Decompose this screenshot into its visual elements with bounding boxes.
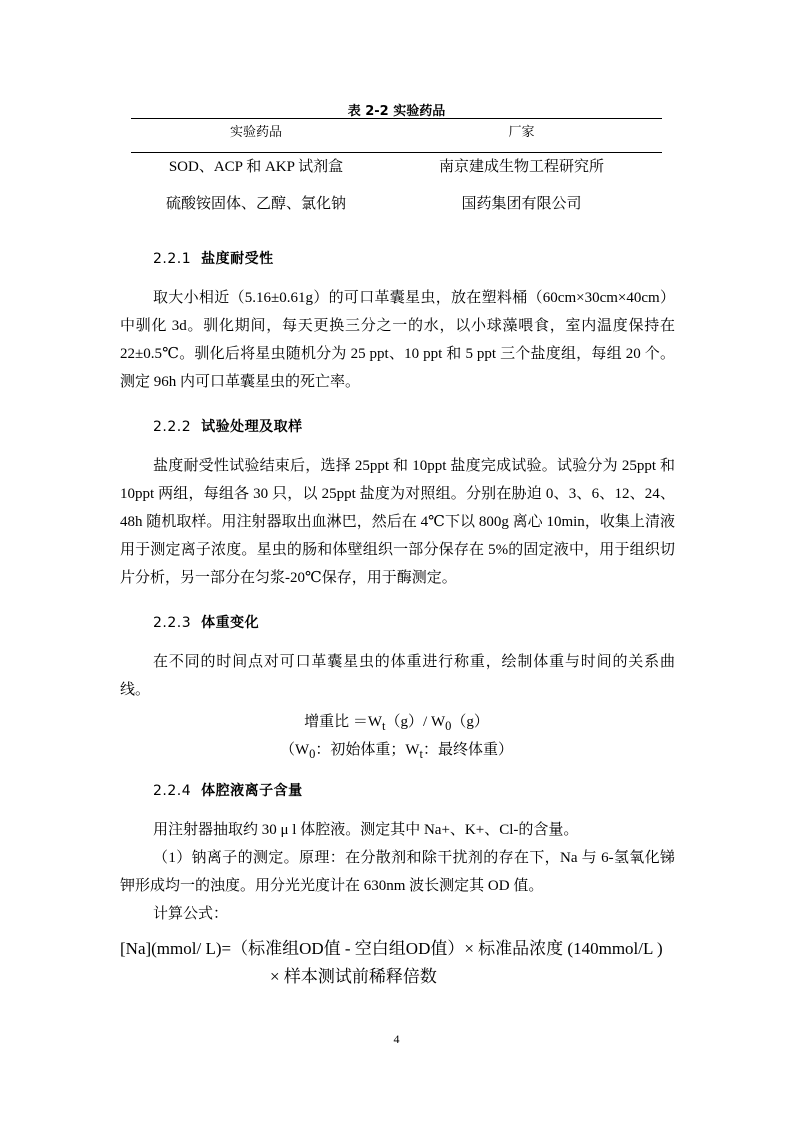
note-part: ：初始体重；W xyxy=(315,742,420,758)
sodium-formula-line-1: [Na](mmol/ L)=（标准组OD值 - 空白组OD值）× 标准品浓度 (140mmol/L ) xyxy=(120,939,663,958)
paragraph-body-weight xyxy=(120,648,675,704)
paragraph-text: （1）钠离子的测定。原理：在分散剂和除干扰剂的存在下，Na 与 6-氢氧化锑钾形成均一的浊度。用分光光度计在 630nm 波长测定其 OD 值。 xyxy=(120,850,675,894)
note-part: （W xyxy=(279,742,310,758)
sodium-formula-line-2: × 样本测试前稀释倍数 xyxy=(270,967,437,986)
paragraph-text: 在不同的时间点对可口革囊星虫的体重进行称重，绘制体重与时间的关系曲线。 xyxy=(120,654,675,698)
formula-part: 增重比 ＝W xyxy=(304,714,383,730)
paragraph-salinity-tolerance xyxy=(120,284,675,396)
section-heading-2-2-4 xyxy=(153,780,303,800)
section-heading-2-2-2 xyxy=(153,416,303,436)
paragraph-text: 取大小相近（5.16±0.61g）的可口革囊星虫，放在塑料桶（60cm×30cm×40cm）中驯化 3d。驯化期间，每天更换三分之一的水，以小球藻喂食，室内温度保持在 22±0.5℃。驯化后将星虫随机分为 25 ppt、10 ppt 和 5 ppt 三个盐度组，每组 20 个。测定 96h 内可口革囊星虫的死亡率。 xyxy=(120,290,675,390)
section-number: 2.2.4 xyxy=(153,783,192,799)
page-number: 4 xyxy=(393,1032,400,1046)
section-title: 试验处理及取样 xyxy=(201,419,303,435)
formula-subscript: t xyxy=(382,719,386,733)
table-cell-reagent-1: SOD、ACP 和 AKP 试剂盒 xyxy=(168,159,344,175)
section-heading-2-2-1 xyxy=(153,248,274,268)
table-cell-manufacturer-1: 南京建成生物工程研究所 xyxy=(438,159,604,175)
table-header-rule xyxy=(131,152,662,153)
section-number: 2.2.3 xyxy=(153,615,192,631)
section-title: 体腔液离子含量 xyxy=(201,783,303,799)
table-header-reagent: 实验药品 xyxy=(229,125,282,140)
section-title: 盐度耐受性 xyxy=(201,251,274,267)
section-heading-2-2-3 xyxy=(153,612,259,632)
table-cell-reagent-2: 硫酸铵固体、乙醇、氯化钠 xyxy=(165,196,346,212)
formula-part: （g）/ W xyxy=(385,714,446,730)
weight-gain-formula xyxy=(0,710,793,734)
table-caption: 表 2-2 实验药品 xyxy=(347,104,446,119)
section-number: 2.2.1 xyxy=(153,251,192,267)
section-number: 2.2.2 xyxy=(153,419,192,435)
formula-subscript: 0 xyxy=(445,719,452,733)
note-part: ：最终体重） xyxy=(423,742,514,758)
weight-formula-note xyxy=(0,738,793,762)
paragraph-text: 盐度耐受性试验结束后，选择 25ppt 和 10ppt 盐度完成试验。试验分为 25ppt 和 10ppt 两组，每组各 30 只，以 25ppt 盐度为对照组。分别在胁迫 0、3、6、12、24、48h 随机取样。用注射器取出血淋巴，然后在 4℃下以 800g 离心 10min，收集上清液用于测定离子浓度。星虫的肠和体壁组织一部分保存在 5%的固定液中，用于组织切片分析，另一部分在匀浆-20℃保存，用于酶测定。 xyxy=(120,458,675,586)
table-header-manufacturer: 厂家 xyxy=(508,125,535,140)
paragraph-treatment-sampling xyxy=(120,452,675,592)
paragraph-text: 用注射器抽取约 30 μ l 体腔液。测定其中 Na+、K+、Cl-的含量。 xyxy=(153,822,579,838)
table-top-rule xyxy=(131,118,662,119)
formula-part: （g） xyxy=(451,714,489,730)
table-cell-manufacturer-2: 国药集团有限公司 xyxy=(461,196,582,212)
note-subscript: t xyxy=(419,747,424,761)
paragraph-coelomic-fluid xyxy=(120,816,675,928)
calc-label: 计算公式： xyxy=(153,906,229,922)
note-subscript: 0 xyxy=(309,747,316,761)
section-title: 体重变化 xyxy=(201,615,260,631)
